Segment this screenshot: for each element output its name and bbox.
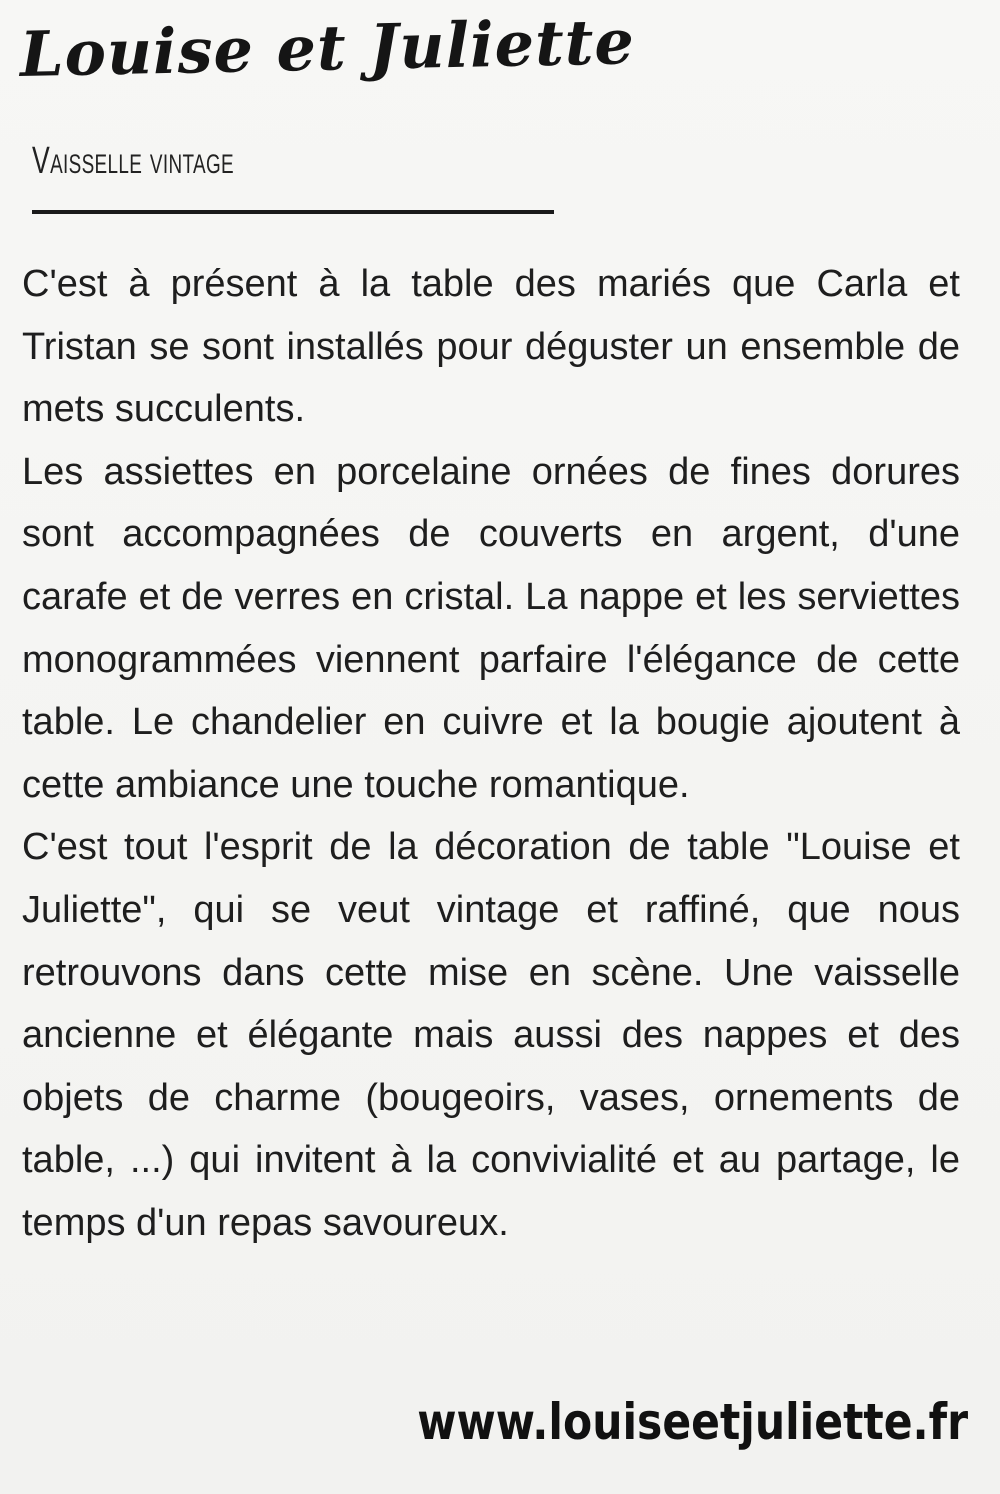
article-body: [22, 253, 960, 1255]
paragraph-3: C'est tout l'esprit de la décoration de table "Louise et Juliette", qui se veut vintage et raffiné, que nous retrouvons dans cette mise en scène. Une vaisselle ancienne et élégante mais aussi des nappes et des objets de charme (bougeoirs, vases, ornements de table, ...) qui invitent à la convivialité et au partage, le temps d'un repas savoureux.: [22, 826, 960, 1244]
paragraph-1: C'est à présent à la table des mariés que Carla et Tristan se sont installés pour déguster un ensemble de mets succulents.: [22, 263, 960, 431]
paragraph-2: Les assiettes en porcelaine ornées de fines dorures sont accompagnées de couverts en argent, d'une carafe et de verres en cristal. La nappe et les serviettes monogrammées viennent parfaire l'élégance de cette table. Le chandelier en cuivre et la bougie ajoutent à cette ambiance une touche romantique.: [22, 450, 960, 806]
brand-title: Louise et Juliette: [19, 5, 636, 91]
brand-tagline: Vaisselle vintage: [32, 140, 234, 182]
title-divider: [32, 210, 554, 214]
website-link[interactable]: www.louiseetjuliette.fr: [417, 1393, 968, 1451]
